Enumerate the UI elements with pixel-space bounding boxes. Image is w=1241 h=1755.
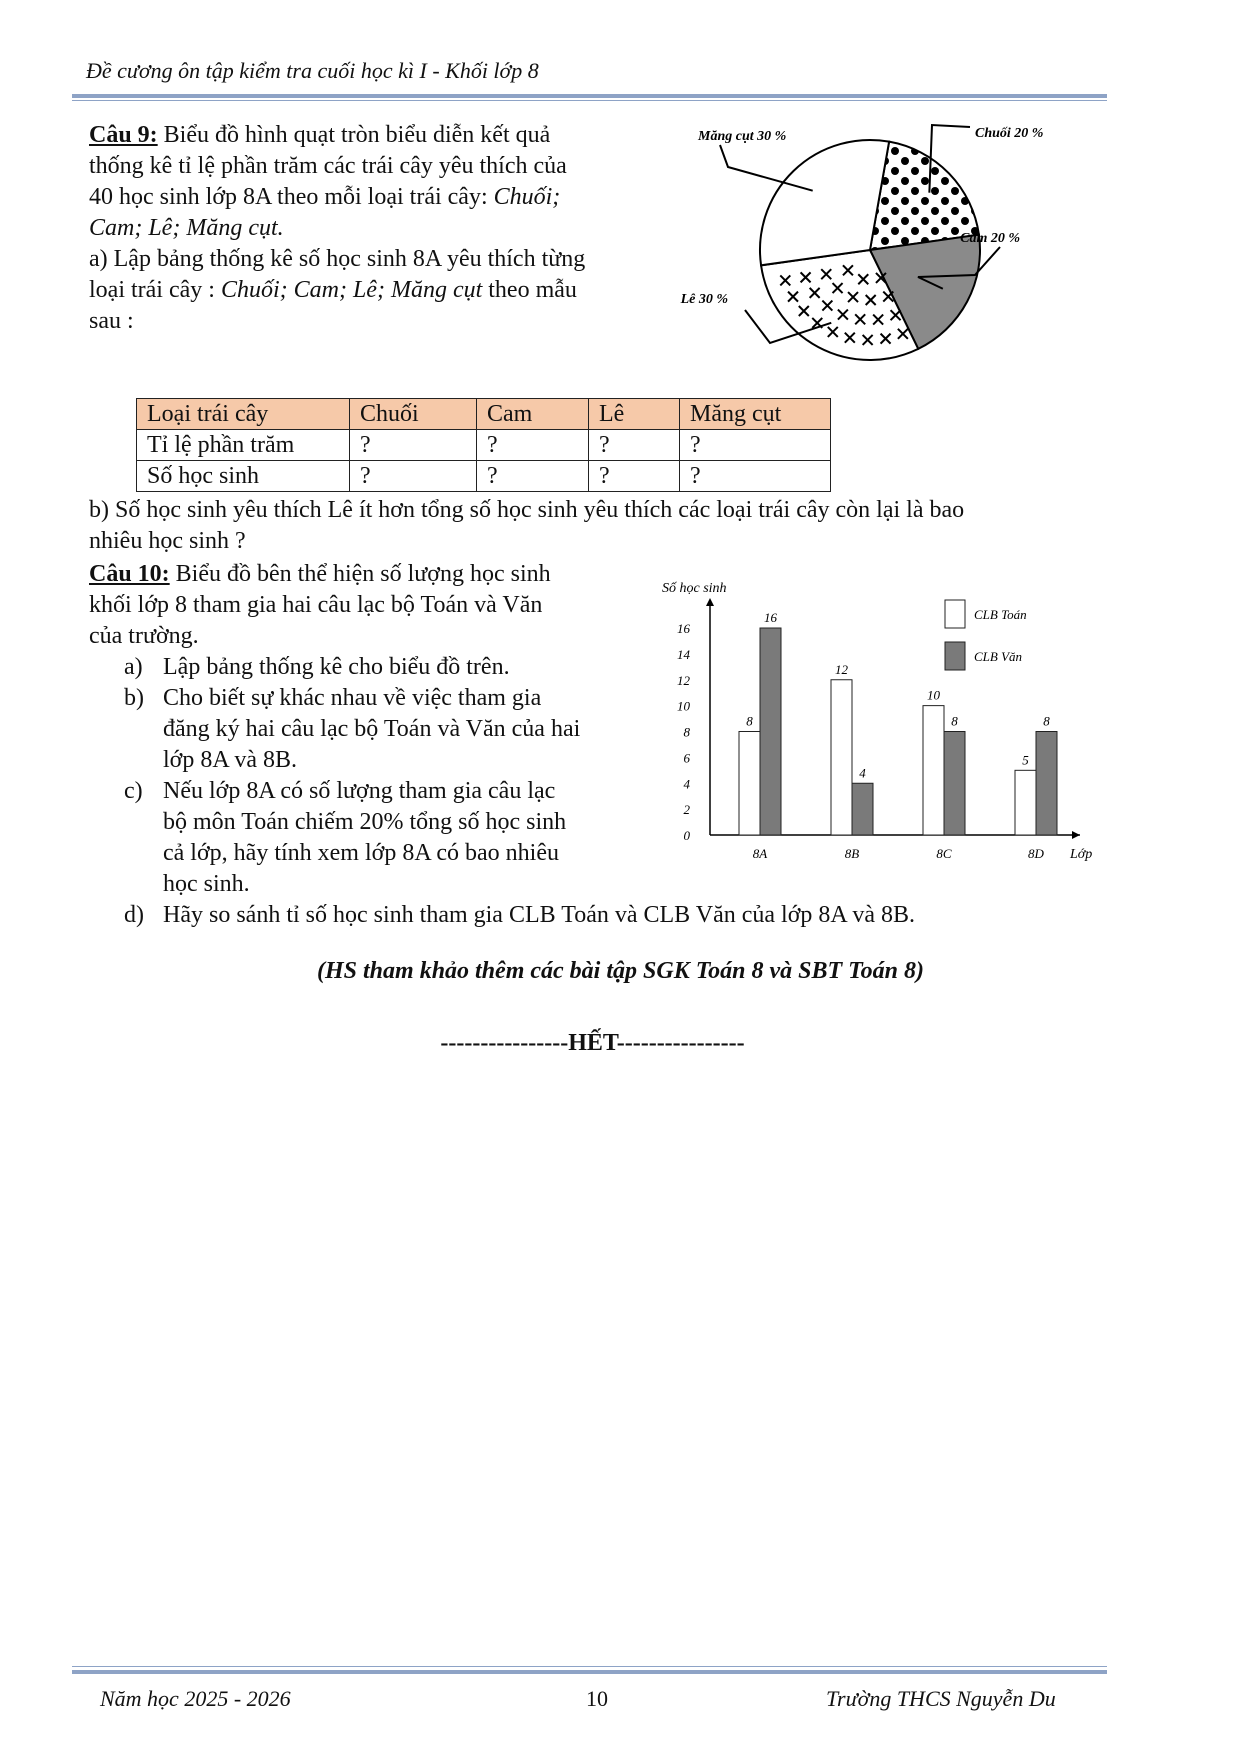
end-mark: ----------------HẾT---------------- <box>440 1030 745 1056</box>
header-rule <box>72 94 1107 98</box>
y-tick-label: 14 <box>677 646 690 662</box>
y-tick-label: 6 <box>683 750 690 766</box>
y-tick-label: 12 <box>677 672 690 688</box>
y-axis-label: Số học sinh <box>662 581 727 596</box>
pie-slice-4 <box>760 140 889 265</box>
q10-item-c-2: bộ môn Toán chiếm 20% tổng số học sinh <box>163 809 567 835</box>
q10-item-b-3: lớp 8A và 8B. <box>163 747 298 773</box>
q9-part-a-3: sau : <box>89 308 134 334</box>
bar-value-label: 16 <box>764 610 777 625</box>
table-header-cell: Chuối <box>350 399 477 430</box>
bar-van-8c <box>944 732 965 836</box>
table-header-row <box>137 399 831 430</box>
q9-line-3 <box>89 182 560 213</box>
club-bar-chart <box>650 580 1093 870</box>
table-header-cell: Lê <box>589 399 680 430</box>
footer-school-name: Trường THCS Nguyễn Du <box>826 1686 1056 1711</box>
table-cell: Tỉ lệ phần trăm <box>137 430 350 461</box>
q9-part-a-2-italic: Chuối; Cam; Lê; Măng cụt <box>220 277 483 303</box>
pie-slice-label: Chuối 20 % <box>975 126 1044 141</box>
x-axis-arrow <box>1072 831 1080 839</box>
y-tick-label: 16 <box>677 621 690 636</box>
table-row <box>137 430 831 461</box>
table-cell: ? <box>589 461 680 492</box>
q9-line-1 <box>89 120 550 151</box>
q10-item-b-2: đăng ký hai câu lạc bộ Toán và Văn của hai <box>163 716 581 742</box>
q9-part-a-2-pre: loại trái cây : <box>89 277 221 303</box>
table-cell: ? <box>680 430 831 461</box>
q10-item-c-marker: c) <box>124 778 143 804</box>
q9-part-a-2 <box>89 275 577 306</box>
bar-van-8d <box>1036 732 1057 836</box>
table-header-cell: Măng cụt <box>680 399 831 430</box>
x-tick-label: 8B <box>844 846 860 861</box>
pie-slice-label: Lê 30 % <box>680 292 728 307</box>
table-cell: ? <box>680 461 831 492</box>
bar-value-label: 5 <box>1022 752 1029 768</box>
y-tick-label: 8 <box>683 724 690 740</box>
q10-item-c-1: Nếu lớp 8A có số lượng tham gia câu lạc <box>163 778 556 804</box>
q9-part-a-1: a) Lập bảng thống kê số học sinh 8A yêu thích từng <box>89 246 586 272</box>
y-tick-label: 2 <box>683 802 690 818</box>
q9-intro-3: 40 học sinh lớp 8A theo mỗi loại trái cây: <box>89 184 494 210</box>
x-tick-label: 8D <box>1028 846 1044 861</box>
bar-value-label: 12 <box>835 661 848 677</box>
footer-page-number: 10 <box>586 1686 608 1711</box>
q10-intro-3: của trường. <box>89 623 199 649</box>
bar-value-label: 8 <box>1043 713 1050 729</box>
q9-intro-italic: Chuối; <box>493 184 561 210</box>
bar-toan-8a <box>739 732 760 836</box>
table-cell: ? <box>477 430 589 461</box>
table-cell: ? <box>477 461 589 492</box>
q9-intro-4: Cam; Lê; Măng cụt. <box>89 215 284 241</box>
y-axis-arrow <box>706 598 714 606</box>
y-tick-label: 4 <box>683 776 690 792</box>
legend-label: CLB Toán <box>974 607 1027 622</box>
pie-slice-label: Măng cụt 30 % <box>698 129 787 144</box>
q9-part-b-2: nhiêu học sinh ? <box>89 528 246 554</box>
bar-value-label: 4 <box>859 765 866 781</box>
bar-toan-8c <box>923 706 944 835</box>
legend-swatch <box>945 642 965 670</box>
fruit-pie-chart <box>670 125 1120 395</box>
legend-swatch <box>945 600 965 628</box>
q10-item-a-marker: a) <box>124 654 143 680</box>
q10-item-c-3: cả lớp, hãy tính xem lớp 8A có bao nhiêu <box>163 840 559 866</box>
table-cell: ? <box>589 430 680 461</box>
q9-part-a-2-post: theo mẫu <box>482 277 577 303</box>
q10-item-b-marker: b) <box>124 685 144 711</box>
q9-label: Câu 9: <box>89 122 158 148</box>
table-header-cell: Cam <box>477 399 589 430</box>
q10-item-c-4: học sinh. <box>163 871 250 897</box>
bar-value-label: 8 <box>951 713 958 729</box>
bar-value-label: 8 <box>746 713 753 729</box>
pie-slice-label: Cam 20 % <box>960 231 1020 246</box>
footer-school-year: Năm học 2025 - 2026 <box>100 1686 291 1711</box>
x-tick-label: 8A <box>752 846 768 861</box>
bar-van-8b <box>852 783 873 835</box>
q9-part-b-1: b) Số học sinh yêu thích Lê ít hơn tổng số học sinh yêu thích các loại trái cây còn lại là bao <box>89 497 965 523</box>
q10-intro-1: Biểu đồ bên thể hiện số lượng học sinh <box>169 561 551 587</box>
bar-value-label: 10 <box>927 687 940 703</box>
footer-rule <box>72 1670 1107 1674</box>
table-cell: Số học sinh <box>137 461 350 492</box>
bar-toan-8d <box>1015 770 1036 835</box>
reference-note: (HS tham khảo thêm các bài tập SGK Toán 8 và SBT Toán 8) <box>317 958 924 984</box>
q10-label: Câu 10: <box>89 561 170 587</box>
page-header-title: Đề cương ôn tập kiểm tra cuối học kì I - Khối lớp 8 <box>86 58 539 83</box>
table-cell: ? <box>350 430 477 461</box>
y-tick-label: 0 <box>683 828 690 843</box>
header-rule-thin <box>72 100 1107 101</box>
table-cell: ? <box>350 461 477 492</box>
x-axis-label: Lớp <box>1070 847 1093 862</box>
q10-item-d: Hãy so sánh tỉ số học sinh tham gia CLB Toán và CLB Văn của lớp 8A và 8B. <box>163 902 916 928</box>
bar-van-8a <box>760 628 781 835</box>
table-header-cell: Loại trái cây <box>137 399 350 430</box>
q10-intro-2: khối lớp 8 tham gia hai câu lạc bộ Toán và Văn <box>89 592 543 618</box>
q10-item-b-1: Cho biết sự khác nhau về việc tham gia <box>163 685 542 711</box>
bar-toan-8b <box>831 680 852 835</box>
table-row <box>137 461 831 492</box>
q10-item-d-marker: d) <box>124 902 144 928</box>
fruit-stat-table <box>136 398 831 492</box>
q10-item-a: Lập bảng thống kê cho biểu đồ trên. <box>163 654 510 680</box>
legend-label: CLB Văn <box>974 649 1023 664</box>
q9-intro-2: thống kê tỉ lệ phần trăm các trái cây yêu thích của <box>89 153 567 179</box>
q9-intro-1: Biểu đồ hình quạt tròn biểu diễn kết quả <box>157 122 551 148</box>
q10-line-1 <box>89 559 551 590</box>
y-tick-label: 10 <box>677 698 690 714</box>
footer-rule-thin <box>72 1666 1107 1667</box>
x-tick-label: 8C <box>936 846 952 861</box>
